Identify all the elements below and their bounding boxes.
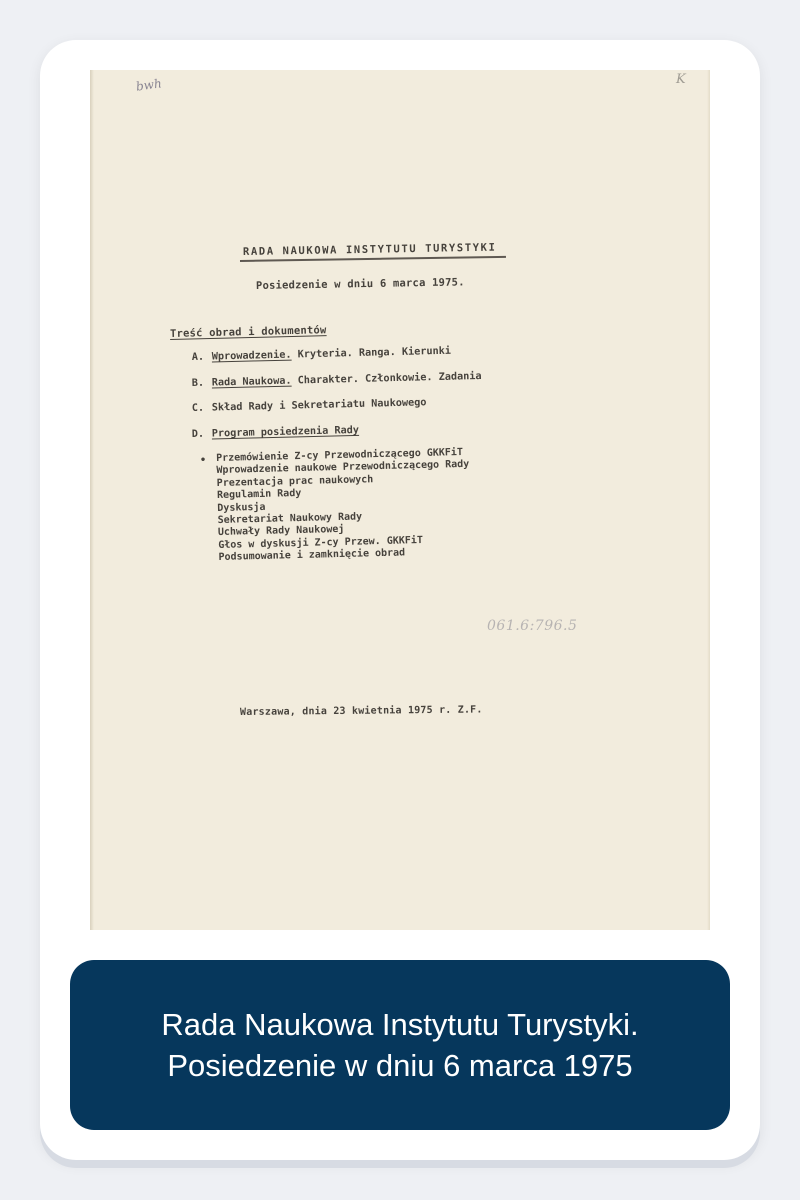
toc-letter: C. <box>191 402 205 415</box>
toc-item-rest: Skład Rady i Sekretariatu Naukowego <box>211 397 427 414</box>
caption-line-2: Posiedzenie w dniu 6 marca 1975 <box>167 1048 633 1083</box>
caption-box <box>70 960 730 1130</box>
toc-item-rest: Kryteria. Ranga. Kierunki <box>291 345 452 361</box>
toc-letter: B. <box>191 377 205 389</box>
program-item: Uchwały Rady Naukowej <box>217 524 345 539</box>
program-item: Sekretariat Naukowy Rady <box>217 511 363 527</box>
program-item: Głos w dyskusji Z-cy Przew. GKKFiT <box>218 534 424 551</box>
toc-item-head: Program posiedzenia Rady <box>211 424 360 440</box>
handwritten-mark-top-right: K <box>676 72 686 87</box>
program-item: Dyskusja <box>217 501 266 514</box>
call-number: 061.6:796.5 <box>487 618 578 634</box>
toc-item-head: Wprowadzenie. <box>211 349 292 363</box>
typed-content <box>90 70 710 930</box>
program-item: Wprowadzenie naukowe Przewodniczącego Rady <box>216 459 470 477</box>
toc-list <box>191 345 482 454</box>
toc-letter: A. <box>191 351 205 364</box>
caption-line-1: Rada Naukowa Instytutu Turystyki. <box>161 1007 639 1042</box>
program-item: Podsumowanie i zamknięcie obrad <box>218 547 406 564</box>
toc-item-rest: Charakter. Członkowie. Zadania <box>291 370 482 387</box>
program-item: Prezentacja prac naukowych <box>216 473 374 489</box>
program-list <box>216 447 472 565</box>
toc-heading: Treść obrad i dokumentów <box>169 324 327 340</box>
document-subtitle: Posiedzenie w dniu 6 marca 1975. <box>255 276 465 292</box>
handwritten-note-top-left: bwh <box>135 76 163 94</box>
program-item: Przemówienie Z-cy Przewodniczącego GKKFiT <box>216 446 464 464</box>
program-item: Regulamin Rady <box>216 488 302 502</box>
document-title: RADA NAUKOWA INSTYTUTU TURYSTYKI <box>242 241 497 258</box>
program-bullet: • <box>200 455 207 466</box>
toc-letter: D. <box>191 428 205 440</box>
scanned-document <box>90 70 710 930</box>
document-footer: Warszawa, dnia 23 kwietnia 1975 r. Z.F. <box>239 704 483 718</box>
toc-item-head: Rada Naukowa. <box>211 375 292 389</box>
